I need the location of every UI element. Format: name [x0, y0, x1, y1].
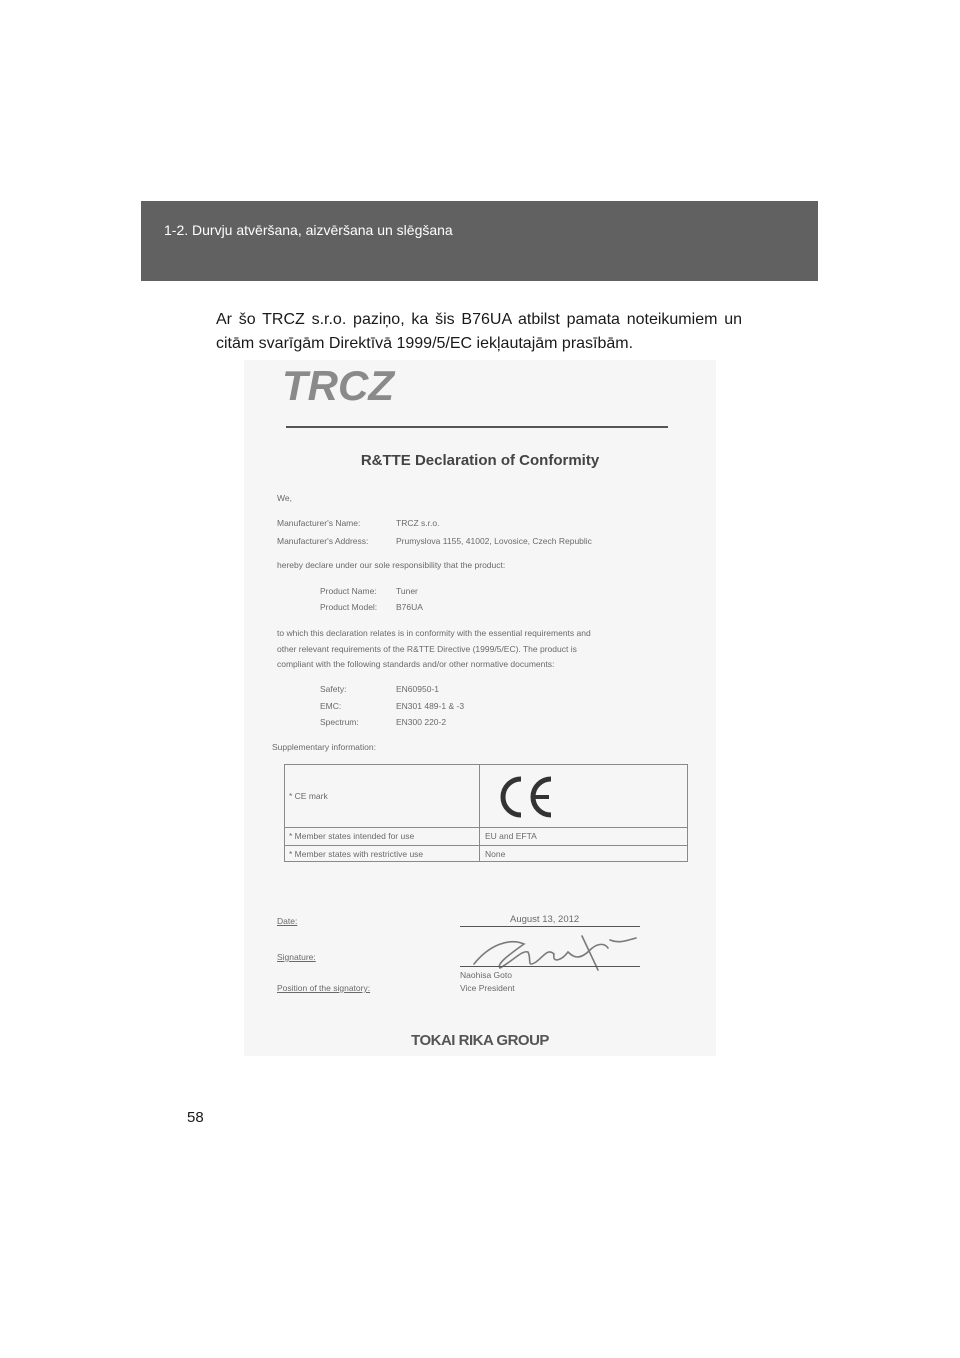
- product-name-label: Product Name:: [320, 586, 377, 596]
- signatory-position: Vice President: [460, 983, 515, 993]
- position-label: Position of the signatory:: [277, 983, 371, 993]
- section-header-band: [141, 201, 818, 281]
- date-label: Date:: [277, 916, 298, 926]
- tokai-rika-logo: TOKAI RIKA GROUP: [411, 1032, 549, 1049]
- standard-value: EN300 220-2: [396, 717, 447, 727]
- standard-label: Spectrum:: [320, 717, 359, 727]
- intro-paragraph: [216, 308, 742, 356]
- signature-label: Signature:: [277, 952, 316, 962]
- conformity-line-3: compliant with the following standards and/or other normative documents:: [277, 659, 555, 669]
- supplementary-table: [284, 764, 688, 862]
- member-restrict-label: * Member states with restrictive use: [289, 849, 424, 859]
- member-use-label: * Member states intended for use: [289, 831, 415, 841]
- intro-line-2: citām svarīgām Direktīvā 1999/5/EC iekļautajām prasībām.: [216, 335, 634, 352]
- conformity-line-1: to which this declaration relates is in conformity with the essential requirements and: [277, 628, 591, 638]
- conformity-line-2: other relevant requirements of the R&TTE Directive (1999/5/EC). The product is: [277, 644, 577, 654]
- intro-line-1: Ar šo TRCZ s.r.o. paziņo, ka šis B76UA atbilst pamata noteikumiem un: [216, 311, 742, 328]
- manufacturer-name-label: Manufacturer's Name:: [277, 518, 361, 528]
- product-model: B76UA: [396, 602, 423, 612]
- manufacturer-name: TRCZ s.r.o.: [396, 518, 440, 528]
- ce-mark-label: * CE mark: [289, 791, 328, 801]
- declaration-scan: [244, 360, 716, 1056]
- standard-value: EN60950-1: [396, 684, 440, 694]
- top-divider: [286, 426, 668, 428]
- we-line: We,: [277, 493, 292, 503]
- section-title: 1-2. Durvju atvēršana, aizvēršana un slēgšana: [164, 222, 453, 238]
- signatory-name: Naohisa Goto: [460, 970, 512, 980]
- supplementary-label: Supplementary information:: [272, 742, 376, 752]
- product-name: Tuner: [396, 586, 418, 596]
- standard-value: EN301 489-1 & -3: [396, 701, 465, 711]
- member-use-value: EU and EFTA: [485, 831, 537, 841]
- standard-label: Safety:: [320, 684, 347, 694]
- date-value: August 13, 2012: [510, 914, 580, 925]
- declaration-title: R&TTE Declaration of Conformity: [360, 452, 600, 469]
- standard-label: EMC:: [320, 701, 342, 711]
- ce-mark-icon: [495, 773, 555, 821]
- declare-line: hereby declare under our sole responsibility that the product:: [277, 560, 506, 570]
- page-number: 58: [187, 1109, 204, 1126]
- manufacturer-address: Prumyslova 1155, 41002, Lovosice, Czech Republic: [396, 536, 592, 546]
- svg-text:TRCZ: TRCZ: [282, 362, 394, 408]
- manufacturer-address-label: Manufacturer's Address:: [277, 536, 369, 546]
- product-model-label: Product Model:: [320, 602, 378, 612]
- trcz-logo-icon: [278, 362, 438, 408]
- member-restrict-value: None: [485, 849, 506, 859]
